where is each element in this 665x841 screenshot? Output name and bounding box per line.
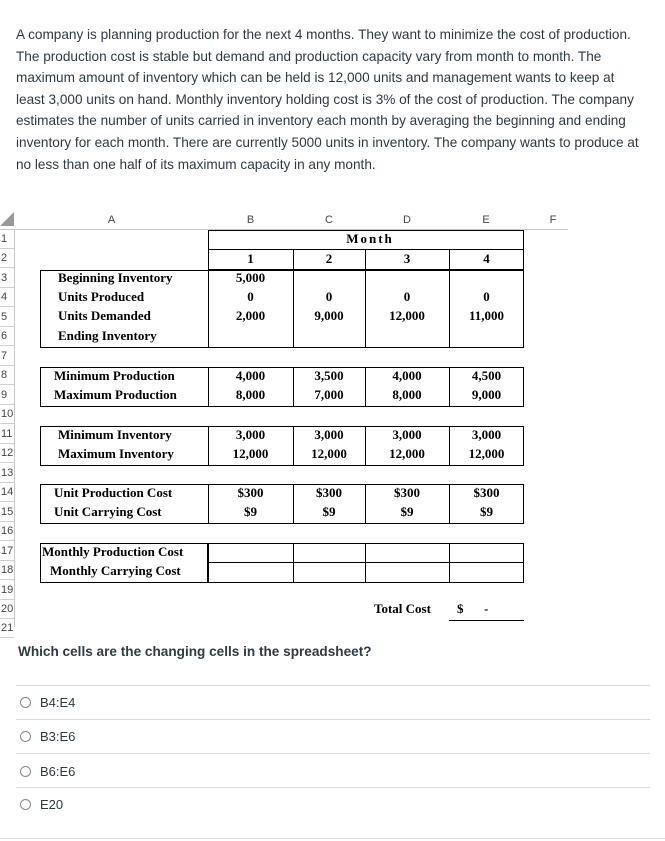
cell-b8: 4,000 — [235, 368, 266, 383]
cell-c5: 9,000 — [314, 308, 344, 323]
row-number: 9 — [1, 389, 8, 401]
row-number: 10 — [1, 408, 14, 420]
row-number: 4 — [1, 291, 8, 303]
cell-c12: 12,000 — [311, 446, 347, 461]
row-number: 12 — [1, 447, 14, 459]
radio-icon[interactable] — [20, 799, 31, 810]
option-b6-e6[interactable] — [20, 763, 75, 779]
row-number: 11 — [1, 428, 13, 440]
label-maximum-inventory: Maximum Inventory — [58, 446, 174, 461]
row-number: 17 — [1, 545, 14, 557]
option-label: B3:E6 — [40, 728, 76, 744]
row-number: 13 — [1, 467, 14, 479]
label-beginning-inventory: Beginning Inventory — [58, 270, 173, 285]
row-number: 5 — [1, 311, 8, 323]
month-4: 4 — [483, 251, 490, 266]
row-number: 14 — [1, 486, 14, 498]
cell-c8: 3,500 — [314, 368, 344, 383]
label-minimum-inventory: Minimum Inventory — [58, 427, 172, 442]
col-header-e: E — [482, 214, 490, 226]
row-number: 18 — [1, 564, 14, 576]
label-monthly-carrying-cost: Monthly Carrying Cost — [50, 563, 181, 578]
month-2: 2 — [325, 251, 333, 266]
cell-b9: 8,000 — [235, 387, 266, 402]
row-number: 16 — [1, 525, 14, 537]
cell-b11: 3,000 — [235, 427, 266, 442]
cell-e4: 0 — [483, 289, 490, 304]
cell-d14: $300 — [394, 485, 420, 500]
month-1: 1 — [247, 251, 254, 266]
monthly-cost-value-box — [208, 543, 524, 583]
option-b4-e4[interactable] — [20, 694, 75, 710]
cell-e14: $300 — [473, 485, 500, 500]
row-number: 20 — [1, 603, 14, 615]
total-currency: $ — [457, 601, 464, 616]
label-total-cost: Total Cost — [374, 601, 431, 616]
row-number: 7 — [1, 350, 8, 362]
row-number: 3 — [1, 272, 8, 284]
label-unit-carrying-cost: Unit Carrying Cost — [54, 504, 162, 519]
cell-d15: $9 — [400, 504, 414, 519]
label-minimum-production: Minimum Production — [54, 368, 175, 383]
cell-b14: $300 — [237, 485, 264, 500]
option-label: E20 — [40, 796, 64, 812]
cell-e9: 9,000 — [471, 387, 502, 402]
month-3: 3 — [403, 251, 411, 266]
cell-b4: 0 — [247, 289, 254, 304]
cell-c11: 3,000 — [314, 427, 344, 442]
cell-d9: 8,000 — [392, 387, 422, 402]
col-header-a: A — [107, 214, 116, 226]
row-number: 21 — [1, 622, 14, 634]
cell-e11: 3,000 — [471, 427, 502, 442]
row-number: 2 — [1, 252, 8, 264]
question-text: Which cells are the changing cells in the spreadsheet? — [18, 644, 372, 659]
cell-d11: 3,000 — [392, 427, 422, 442]
radio-icon[interactable] — [20, 697, 31, 708]
label-unit-production-cost: Unit Production Cost — [54, 485, 173, 500]
label-units-demanded: Units Demanded — [58, 308, 151, 323]
option-label: B6:E6 — [40, 763, 76, 779]
total-value: - — [484, 601, 489, 616]
row-number: 8 — [1, 369, 8, 381]
col-header-c: C — [325, 214, 333, 226]
col-header-b: B — [246, 214, 255, 226]
option-label: B4:E4 — [40, 694, 76, 710]
cell-d4: 0 — [403, 289, 411, 304]
label-maximum-production: Maximum Production — [54, 387, 177, 402]
radio-icon[interactable] — [20, 766, 31, 777]
cell-c14: $300 — [316, 485, 342, 500]
select-all-corner — [0, 212, 14, 226]
label-ending-inventory: Ending Inventory — [58, 328, 157, 343]
cell-d5: 12,000 — [389, 308, 425, 323]
cell-e8: 4,500 — [471, 368, 502, 383]
cell-b12: 12,000 — [232, 446, 269, 461]
cell-d12: 12,000 — [389, 446, 425, 461]
cell-e12: 12,000 — [468, 446, 505, 461]
month-header: Month — [346, 231, 394, 246]
cell-c9: 7,000 — [314, 387, 344, 402]
radio-icon[interactable] — [20, 731, 31, 742]
row-number: 6 — [1, 330, 8, 342]
row-number: 19 — [1, 584, 14, 596]
label-units-produced: Units Produced — [58, 289, 145, 304]
cell-b3: 5,000 — [235, 270, 266, 285]
row-number: 15 — [1, 506, 14, 518]
cell-e5: 11,000 — [468, 308, 505, 323]
cell-c4: 0 — [325, 289, 333, 304]
col-header-f: F — [549, 214, 557, 226]
row-number: 1 — [1, 233, 8, 245]
cell-c15: $9 — [322, 504, 336, 519]
cell-d8: 4,000 — [392, 368, 422, 383]
cell-b15: $9 — [244, 504, 257, 519]
cell-b5: 2,000 — [235, 308, 266, 323]
total-cell — [449, 601, 524, 621]
option-e20[interactable] — [20, 796, 63, 812]
cell-e15: $9 — [480, 504, 493, 519]
col-header-d: D — [403, 214, 411, 226]
option-b3-e6[interactable] — [20, 728, 75, 744]
problem-statement: A company is planning production for the next 4 months. They want to minimize the cost of production. The production cost is stable but demand and production capacity vary from month to month. The maximum amount of inventory which can be held is 12,000 units and management wants to keep at least 3,000 units on hand. Monthly inventory holding cost is 3% of the cost of production. The company estimates the number of units carried in inventory each month by averaging the beginning and ending inventory for each month. There are currently 5000 units in inventory. The company wants to produce at no less than one half of its maximum capacity in any month. — [16, 27, 639, 172]
spreadsheet-image — [0, 212, 568, 634]
label-monthly-production-cost: Monthly Production Cost — [42, 544, 184, 559]
